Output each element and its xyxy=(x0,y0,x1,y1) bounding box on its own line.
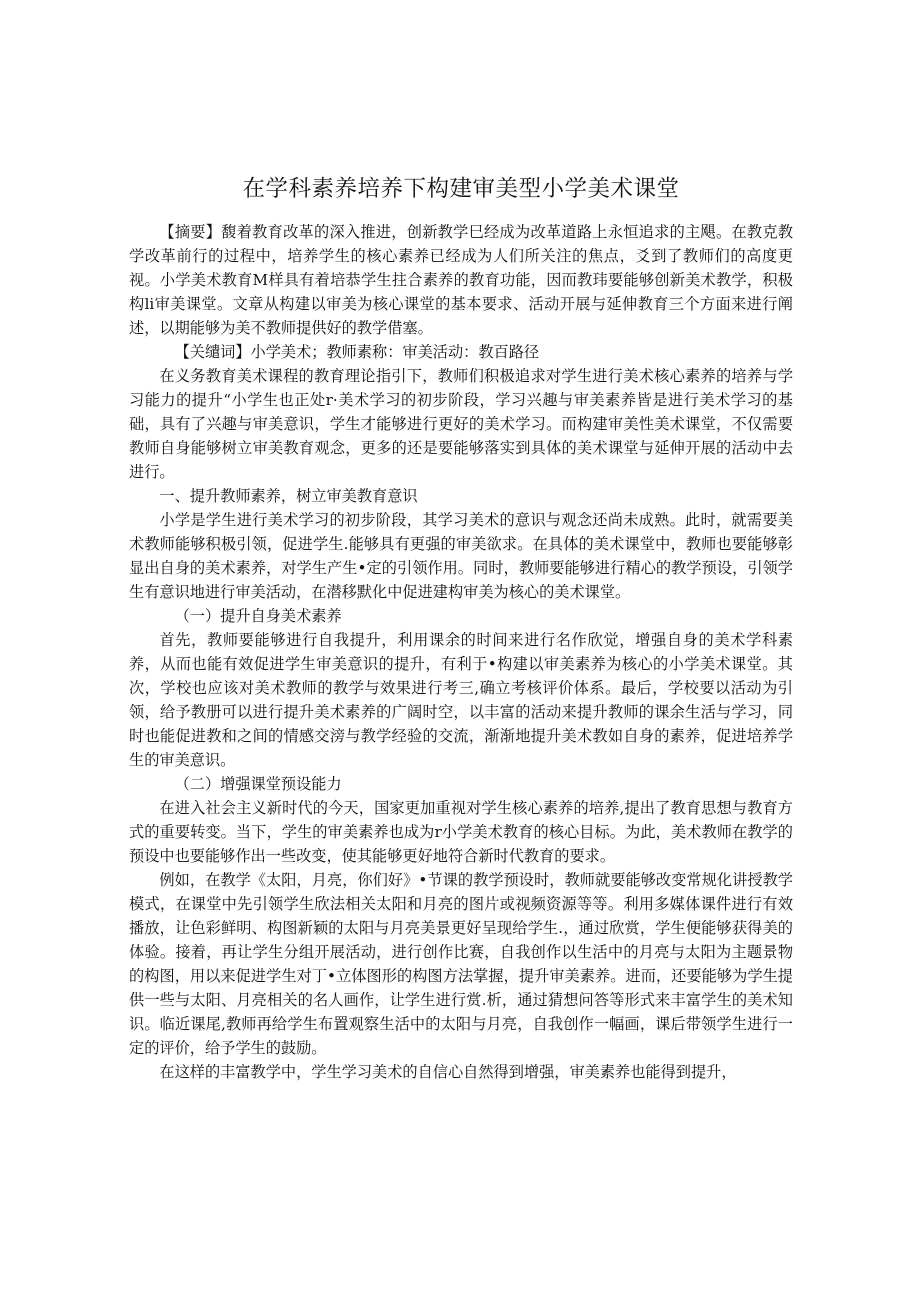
section-1-heading: 一、提升教师素养，树立审美教育意识 xyxy=(159,487,418,505)
subsection-2-heading: （二）增强课堂预设能力 xyxy=(174,775,342,793)
subsection-2-paragraph-2: 例如，在教学《太阳，月亮，你们好》•节课的教学预设时，教师就要能够改变常规化讲授教学模式，在课堂中先引领学生欣法相关太阳和月亮的图片或视频资源等等。利用多媒体课件进行有效播放，让色彩鲜明、构图新颖的太阳与月亮美景更好呈现给学生.，通过欣赏，学生便能够获得美的体验。接着，再让学生分组开展活动，进行创作比赛，自我创作以生活中的月亮与太阳为主题景物的构图，用以来促进学生对丁•立体图形的构图方法掌握，提升审美素养。进而，还要能够为学生提供一些与太阳、月亮相关的名人画作，让学生进行赏.析，通过猜想问答等形式来丰富学生的美术知识。临近课尾,教师再给学生布置观察生活中的太阳与月亮，自我创作一幅画，课后带领学生进行一定的评价，给予学生的鼓励。 xyxy=(129,871,793,1057)
paper-title: 在学科素养培养下构建审美型小学美术课堂 xyxy=(242,176,680,202)
section-1-paragraph: 小学是学生进行美术学习的初步阶段，其学习美术的意识与观念还尚未成熟。此时，就需要美术教师能够积极引领，促进学生.能够具有更强的审美欲求。在具体的美术课堂中，教师也要能够彰显出自身的美术素养，对学生产生•定的引领作用。同时，教师要能够进行精心的教学预设，引领学生有意识地进行审美活动，在潜移默化中促进建构审美为核心的美术课堂。 xyxy=(129,511,793,601)
subsection-2-paragraph-3: 在这样的丰富教学中，学生学习美术的自信心自然得到增强，审美素养也能得到提升， xyxy=(159,1063,737,1081)
document-page xyxy=(129,172,793,1084)
intro-paragraph: 在义务教育美术课程的教育理论指引下，教师们积极追求对学生进行美术核心素养的培养与学习能力的提升“小学生也正处r·美术学习的初步阶段，学习兴趣与审美素养皆是进行美术学习的基础，具有了兴趣与审美意识，学生才能够进行更好的美术学习。而构建审美性美术课堂，不仅需要教师自身能够树立审美教育观念，更多的还是要能够落实到具体的美术课堂与延伸开展的活动中去进行。 xyxy=(129,367,793,481)
subsection-1-paragraph: 首先，教师要能够进行自我提升，利用课余的时间来进行名作欣觉，增强自身的美术学科素养，从而也能有效促进学生审美意识的提升，有利于•构建以审美素养为核心的小学美术课堂。其次，学校也应该对美术教师的教学与效果进行考三,确立考核评价体系。最后，学校要以活动为引领，给予教册可以进行提升美术素养的广阔时空，以丰富的活动来提升教师的课余生活与学习，同时也能促进教和之间的情感交滂与教学经验的交流，渐渐地提升美术教如自身的素养，促进培养学生的审美意识。 xyxy=(129,631,793,769)
abstract-paragraph: 【摘要】馥着教育改革的深入推进，创新教学巳经成为改革道路上永恒追求的主飓。在教克教学改革前行的过程中，培养学生的核心素养已经成为人们所关注的焦点，爻到了教师们的高度更视。小学美术教育M样具有着培恭学生拄合素养的教育功能，因而教玮要能够创新美术教学，积极构li审美课堂。文章从构建以审美为核心课堂的基本要求、活动开展与延伸教育三个方面来进行阐述，以期能够为美不教师提供好的教学借塞。 xyxy=(129,223,793,337)
subsection-1-heading: （一）提升自身美术素养 xyxy=(174,607,342,625)
subsection-2-paragraph-1: 在进入社会主义新时代的今天，国家更加重视对学生核心素养的培养,提出了教育思想与教育方式的重要转变。当下，学生的审美素养也成为r小学美术教育的核心目标。为此，美术教师在教学的预设中也要能够作出一些改变，使其能够更好地符合新时代教育的要求。 xyxy=(129,799,793,865)
keywords-paragraph: 【关缱词】小学美术；教师素称：审美活动：教百路径 xyxy=(174,343,540,361)
